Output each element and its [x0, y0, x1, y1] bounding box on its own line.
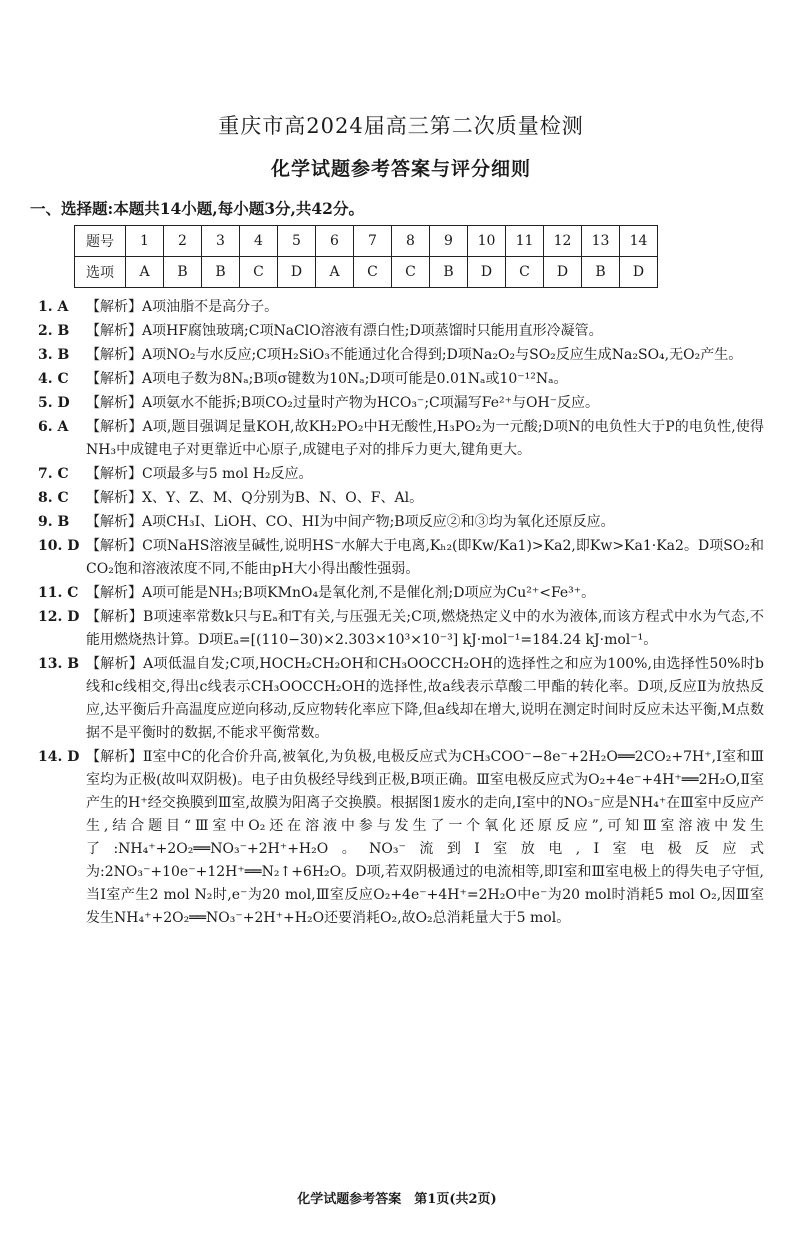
answer-table [74, 225, 658, 288]
explanation-item [38, 582, 764, 605]
item-number: 1. A [38, 299, 69, 315]
explanation-item [38, 511, 764, 534]
item-number: 9. B [38, 514, 70, 530]
question-number: 4 [240, 226, 278, 257]
item-number: 11. C [38, 585, 79, 601]
answer-cell: D [468, 257, 506, 288]
answer-cell: C [240, 257, 278, 288]
row-label-answer: 选项 [75, 257, 126, 288]
item-text: 【解析】A项,题目强调足量KOH,故KH₂PO₂中H无酸性,H₃PO₂为一元酸;D项N的电负性大于P的电负性,使得NH₃中成键电子对更靠近中心原子,成键电子对的排斥力更大,键角更大。 [86, 419, 764, 458]
item-text: 【解析】A项电子数为8Nₐ;B项σ键数为10Nₐ;D项可能是0.01Nₐ或10⁻¹²Nₐ。 [86, 371, 568, 387]
explanation-item [38, 487, 764, 510]
page-title: 重庆市高2024届高三第二次质量检测 [218, 114, 584, 138]
item-number: 2. B [38, 323, 70, 339]
question-number: 9 [430, 226, 468, 257]
item-text: 【解析】A项氨水不能拆;B项CO₂过量时产物为HCO₃⁻;C项漏写Fe²⁺与OH⁻反应。 [86, 395, 600, 411]
explanation-item [38, 320, 764, 343]
explanation-item [38, 463, 764, 486]
answer-cell: A [316, 257, 354, 288]
explanation-item [38, 368, 764, 391]
explanation-item [38, 344, 764, 367]
question-number: 5 [278, 226, 316, 257]
answer-cell: B [164, 257, 202, 288]
question-number-row [75, 226, 658, 257]
explanation-item [38, 416, 764, 462]
question-number: 3 [202, 226, 240, 257]
answer-cell: D [278, 257, 316, 288]
item-number: 7. C [38, 466, 69, 482]
item-text: 【解析】C项最多与5 mol H₂反应。 [86, 466, 313, 482]
answer-cell: C [506, 257, 544, 288]
page-subtitle: 化学试题参考答案与评分细则 [270, 158, 531, 180]
answer-cell: B [582, 257, 620, 288]
explanation-item [38, 535, 764, 581]
question-number: 6 [316, 226, 354, 257]
item-text: 【解析】C项NaHS溶液呈碱性,说明HS⁻水解大于电离,Kₕ₂(即Kw/Ka1)>Ka2,即Kw>Ka1·Ka2。D项SO₂和CO₂饱和溶液浓度不同,不能由pH大小得出酸性强弱。 [86, 538, 764, 577]
answer-cell: B [430, 257, 468, 288]
answer-row [75, 257, 658, 288]
item-number: 13. B [38, 656, 80, 672]
item-number: 3. B [38, 347, 70, 363]
item-number: 5. D [38, 395, 70, 411]
item-text: 【解析】B项速率常数k只与Eₐ和T有关,与压强无关;C项,燃烧热定义中的水为液体,而该方程式中水为气态,不能用燃烧热计算。D项Eₐ=[(110−30)×2.303×10³×10⁻³] kJ·mol⁻¹=184.24 kJ·mol⁻¹。 [86, 609, 764, 648]
answer-cell: D [544, 257, 582, 288]
explanation-list [38, 296, 764, 930]
row-label-number: 题号 [75, 226, 126, 257]
item-text: 【解析】Ⅱ室中C的化合价升高,被氧化,为负极,电极反应式为CH₃COO⁻−8e⁻+2H₂O══2CO₂+7H⁺,Ⅰ室和Ⅲ室均为正极(故叫双阴极)。电子由负极经导线到正极,B项正确。Ⅲ室电极反应式为O₂+4e⁻+4H⁺══2H₂O,Ⅱ室产生的H⁺经交换膜到Ⅲ室,故膜为阳离子交换膜。根据图1废水的走向,Ⅰ室中的NO₃⁻应是NH₄⁺在Ⅲ室中反应产生,结合题目“Ⅲ室中O₂还在溶液中参与发生了一个氧化还原反应”,可知Ⅲ室溶液中发生了:NH₄⁺+2O₂══NO₃⁻+2H⁺+H₂O。NO₃⁻流到Ⅰ室放电,Ⅰ室电极反应式为:2NO₃⁻+10e⁻+12H⁺══N₂↑+6H₂O。D项,若双阴极通过的电流相等,即Ⅰ室和Ⅲ室电极上的得失电子守恒,当Ⅰ室产生2 mol N₂时,e⁻为20 mol,Ⅲ室反应O₂+4e⁻+4H⁺=2H₂O中e⁻为20 mol时消耗5 mol O₂,因Ⅲ室发生NH₄⁺+2O₂══NO₃⁻+2H⁺+H₂O还要消耗O₂,故O₂总消耗量大于5 mol。 [86, 749, 764, 926]
item-number: 14. D [38, 749, 80, 765]
question-number: 13 [582, 226, 620, 257]
section-heading: 一、选择题:本题共14小题,每小题3分,共42分。 [30, 199, 364, 218]
item-text: 【解析】A项NO₂与水反应;C项H₂SiO₃不能通过化合得到;D项Na₂O₂与SO₂反应生成Na₂SO₄,无O₂产生。 [86, 347, 743, 363]
question-number: 10 [468, 226, 506, 257]
explanation-item [38, 746, 764, 930]
item-number: 8. C [38, 490, 69, 506]
answer-cell: C [354, 257, 392, 288]
explanation-item [38, 392, 764, 415]
item-text: 【解析】A项油脂不是高分子。 [86, 299, 279, 315]
answer-cell: C [392, 257, 430, 288]
question-number: 1 [126, 226, 164, 257]
item-number: 12. D [38, 609, 80, 625]
explanation-item [38, 653, 764, 745]
explanation-item [38, 296, 764, 319]
item-text: 【解析】A项HF腐蚀玻璃;C项NaClO溶液有漂白性;D项蒸馏时只能用直形冷凝管。 [86, 323, 603, 339]
item-text: 【解析】X、Y、Z、M、Q分别为B、N、O、F、Al。 [86, 490, 424, 506]
answer-cell: B [202, 257, 240, 288]
answer-cell: D [620, 257, 658, 288]
item-number: 6. A [38, 419, 69, 435]
explanation-item [38, 606, 764, 652]
item-text: 【解析】A项CH₃I、LiOH、CO、HI为中间产物;B项反应②和③均为氧化还原反应。 [86, 514, 615, 530]
item-text: 【解析】A项可能是NH₃;B项KMnO₄是氧化剂,不是催化剂;D项应为Cu²⁺<Fe³⁺。 [86, 585, 596, 601]
page-footer: 化学试题参考答案 第1页(共2页) [297, 1192, 497, 1207]
answer-cell: A [126, 257, 164, 288]
item-number: 4. C [38, 371, 69, 387]
question-number: 7 [354, 226, 392, 257]
item-number: 10. D [38, 538, 80, 554]
question-number: 2 [164, 226, 202, 257]
question-number: 11 [506, 226, 544, 257]
question-number: 8 [392, 226, 430, 257]
item-text: 【解析】A项低温自发;C项,HOCH₂CH₂OH和CH₃OOCCH₂OH的选择性之和应为100%,由选择性50%时b线和c线相交,得出c线表示CH₃OOCCH₂OH的选择性,故a线表示草酸二甲酯的转化率。D项,反应Ⅱ为放热反应,达平衡后升高温度应逆向移动,反应物转化率应下降,但a线却在增大,说明在测定时间时反应未达平衡,M点数据不是平衡时的数据,不能求平衡常数。 [86, 656, 764, 741]
answer-page [0, 110, 794, 1234]
question-number: 12 [544, 226, 582, 257]
question-number: 14 [620, 226, 658, 257]
